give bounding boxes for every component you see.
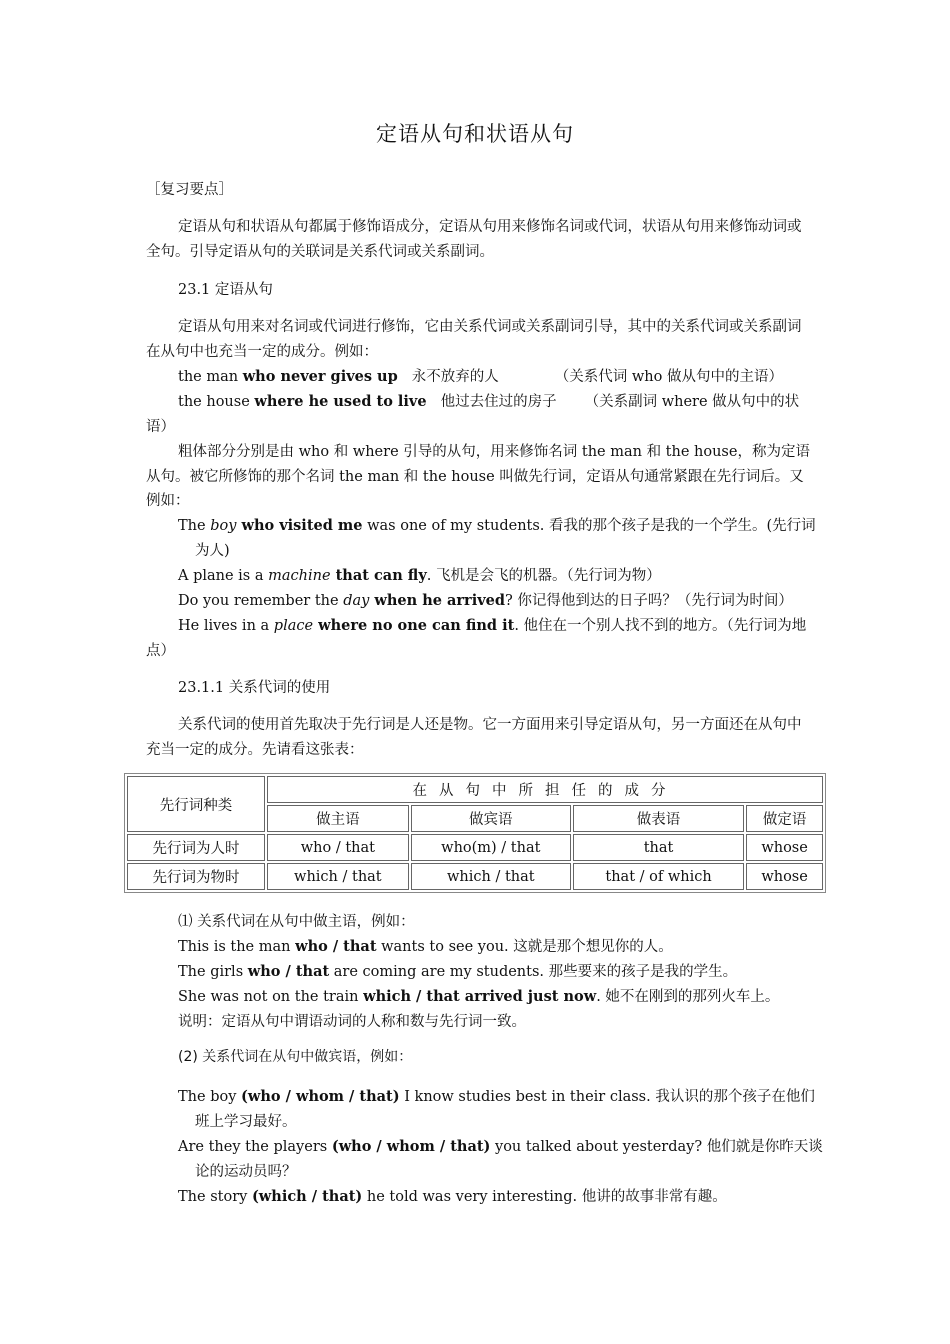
heading-23-1: 23.1 定语从句: [178, 282, 273, 298]
example-line: The boy who visited me was one of my students. 看我的那个孩子是我的一个学生。(先行词为人): [178, 517, 816, 559]
section-heading-review: ［复习要点］: [146, 182, 233, 198]
explain-paragraph: 粗体部分分别是由 who 和 where 引导的从句，用来修饰名词 the man 和 the house，称为定语从句。被它所修饰的那个名词 the man 和 the house 叫做先行词，定语从句通常紧跟在先行词后。又例如：: [146, 444, 810, 509]
table-row-label: 先行词为人时: [127, 834, 265, 861]
example-line: This is the man who / that wants to see you. 这就是那个想见你的人。: [178, 938, 673, 955]
example-line: Are they the players (who / whom / that) you talked about yesterday? 他们就是你昨天谈论的运动员吗？: [178, 1138, 823, 1180]
page-title: 定语从句和状语从句: [376, 122, 574, 146]
table-cell: whose: [746, 863, 823, 890]
table-row: [127, 834, 823, 861]
intro-paragraph: 定语从句和状语从句都属于修饰语成分，定语从句用来修饰名词或代词，状语从句用来修饰动词或全句。引导定语从句的关联词是关系代词或关系副词。: [146, 219, 802, 260]
note-line: 说明：定语从句中谓语动词的人称和数与先行词一致。: [178, 1014, 526, 1030]
relative-pronoun-table: [124, 773, 826, 893]
table-column-header: 做定语: [746, 805, 823, 832]
example-line: He lives in a place where no one can find it. 他住在一个别人找不到的地方。（先行词为地点）: [146, 617, 807, 659]
table-cell: that: [573, 834, 744, 861]
table-row-label: 先行词为物时: [127, 863, 265, 890]
table-column-header: 做主语: [267, 805, 409, 832]
example-line: The girls who / that are coming are my students. 那些要来的孩子是我的学生。: [178, 963, 738, 980]
paragraph-23-1: 定语从句用来对名词或代词进行修饰，它由关系代词或关系副词引导，其中的关系代词或关系副词在从句中也充当一定的成分。例如：: [146, 319, 802, 360]
table-cell: which / that: [411, 863, 571, 890]
example-line: The boy (who / whom / that) I know studies best in their class. 我认识的那个孩子在他们班上学习最好。: [178, 1088, 815, 1130]
table-cell: that / of which: [573, 863, 744, 890]
example-line: the house where he used to live 他过去住过的房子 （关系副词 where 做从句中的状语）: [146, 393, 800, 435]
table-row: [127, 863, 823, 890]
table-column-header: 做表语: [573, 805, 744, 832]
subsection-heading-subject: ⑴ 关系代词在从句中做主语，例如：: [178, 914, 415, 930]
heading-23-1-1: 23.1.1 关系代词的使用: [178, 680, 331, 696]
example-line: the man who never gives up 永不放弃的人 （关系代词 who 做从句中的主语）: [178, 368, 783, 385]
example-line: The story (which / that) he told was very interesting. 他讲的故事非常有趣。: [178, 1188, 727, 1205]
subsection-heading-object: (2) 关系代词在从句中做宾语，例如：: [178, 1049, 413, 1065]
table-group-header: 在从句中所担任的成分: [267, 776, 823, 803]
table-cell: who / that: [267, 834, 409, 861]
table-cell: whose: [746, 834, 823, 861]
example-line: She was not on the train which / that arrived just now. 她不在刚到的那列火车上。: [178, 988, 780, 1005]
table-column-header: 做宾语: [411, 805, 571, 832]
table-cell: who(m) / that: [411, 834, 571, 861]
example-line: A plane is a machine that can fly. 飞机是会飞的机器。（先行词为物）: [178, 567, 661, 584]
paragraph-23-1-1: 关系代词的使用首先取决于先行词是人还是物。它一方面用来引导定语从句，另一方面还在从句中充当一定的成分。先请看这张表：: [146, 717, 802, 758]
example-line: Do you remember the day when he arrived? 你记得他到达的日子吗？（先行词为时间）: [178, 592, 793, 609]
table-corner-header: 先行词种类: [127, 776, 265, 832]
table-cell: which / that: [267, 863, 409, 890]
